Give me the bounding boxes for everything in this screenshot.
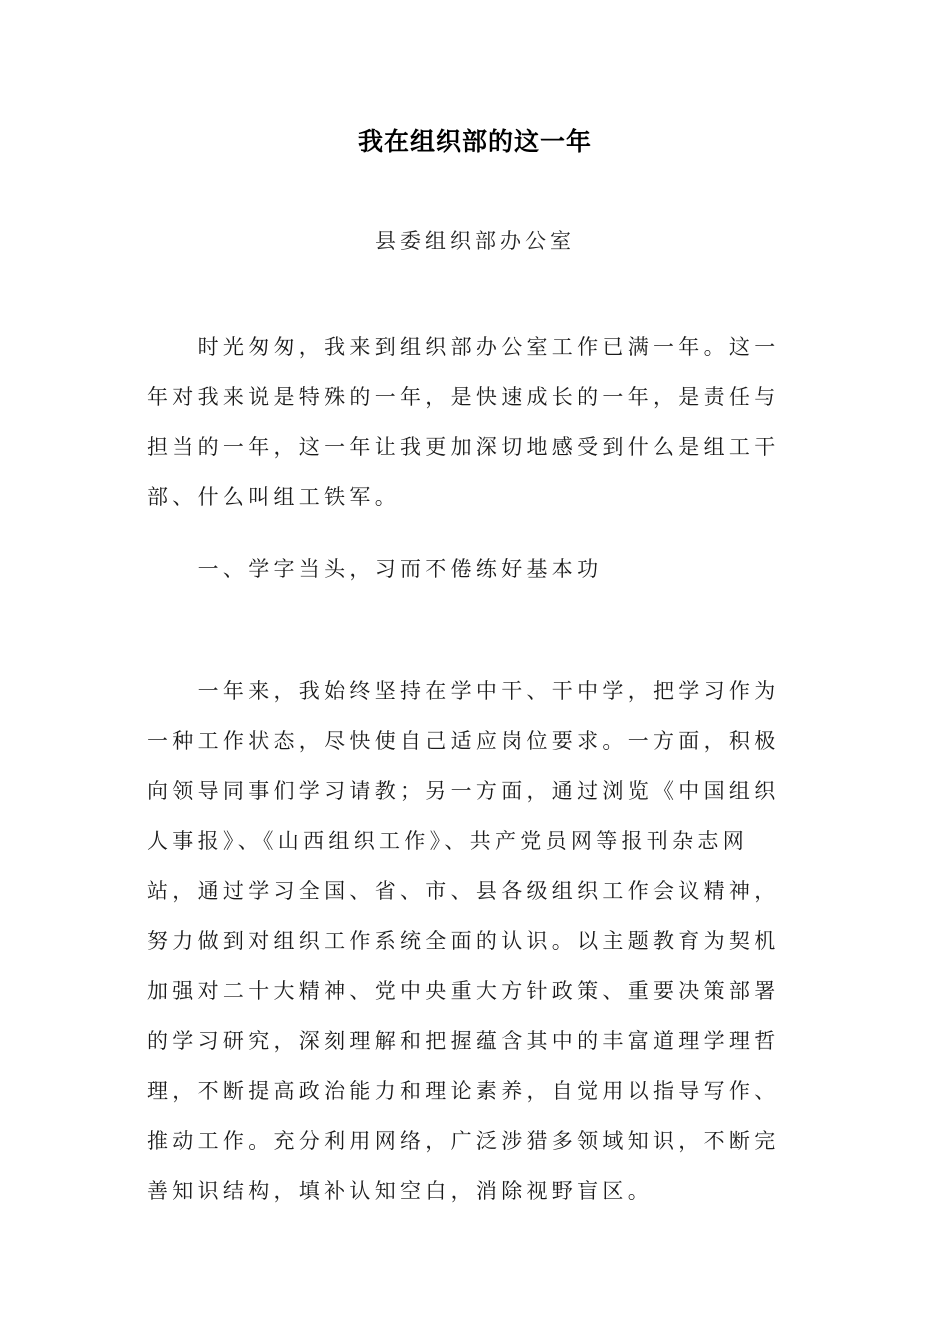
heading-line: 一、学字当头，习而不倦练好基本功 <box>147 557 603 581</box>
text-line: 人事报》、《山西组织工作》、共产党员网等报刊杂志网 <box>147 829 748 853</box>
text-line: 努力做到对组织工作系统全面的认识。以主题教育为契机 <box>147 929 780 953</box>
text-line: 一种工作状态，尽快使自己适应岗位要求。一方面，积极 <box>147 729 780 753</box>
paragraph-section-1 <box>147 666 811 1216</box>
paragraph-intro <box>147 322 811 522</box>
document-author: 县委组织部办公室 <box>375 229 575 253</box>
text-line: 时光匆匆，我来到组织部办公室工作已满一年。这一 <box>147 335 780 359</box>
text-line: 善知识结构，填补认知空白，消除视野盲区。 <box>147 1179 653 1203</box>
text-line: 加强对二十大精神、党中央重大方针政策、重要决策部署 <box>147 979 780 1003</box>
text-line: 站，通过学习全国、省、市、县各级组织工作会议精神， <box>147 879 780 903</box>
text-line: 理，不断提高政治能力和理论素养，自觉用以指导写作、 <box>147 1079 780 1103</box>
section-heading-1 <box>147 544 811 594</box>
text-line: 的学习研究，深刻理解和把握蕴含其中的丰富道理学理哲 <box>147 1029 780 1053</box>
text-line: 向领导同事们学习请教；另一方面，通过浏览《中国组织 <box>147 779 780 803</box>
text-line: 部、什么叫组工铁军。 <box>147 485 400 509</box>
document-title: 我在组织部的这一年 <box>357 127 592 156</box>
text-line: 担当的一年，这一年让我更加深切地感受到什么是组工干 <box>147 435 780 459</box>
text-line: 一年来，我始终坚持在学中干、干中学，把学习作为 <box>147 679 780 703</box>
text-line: 推动工作。充分利用网络，广泛涉猎多领域知识，不断完 <box>147 1129 780 1153</box>
text-line: 年对我来说是特殊的一年，是快速成长的一年，是责任与 <box>147 385 780 409</box>
